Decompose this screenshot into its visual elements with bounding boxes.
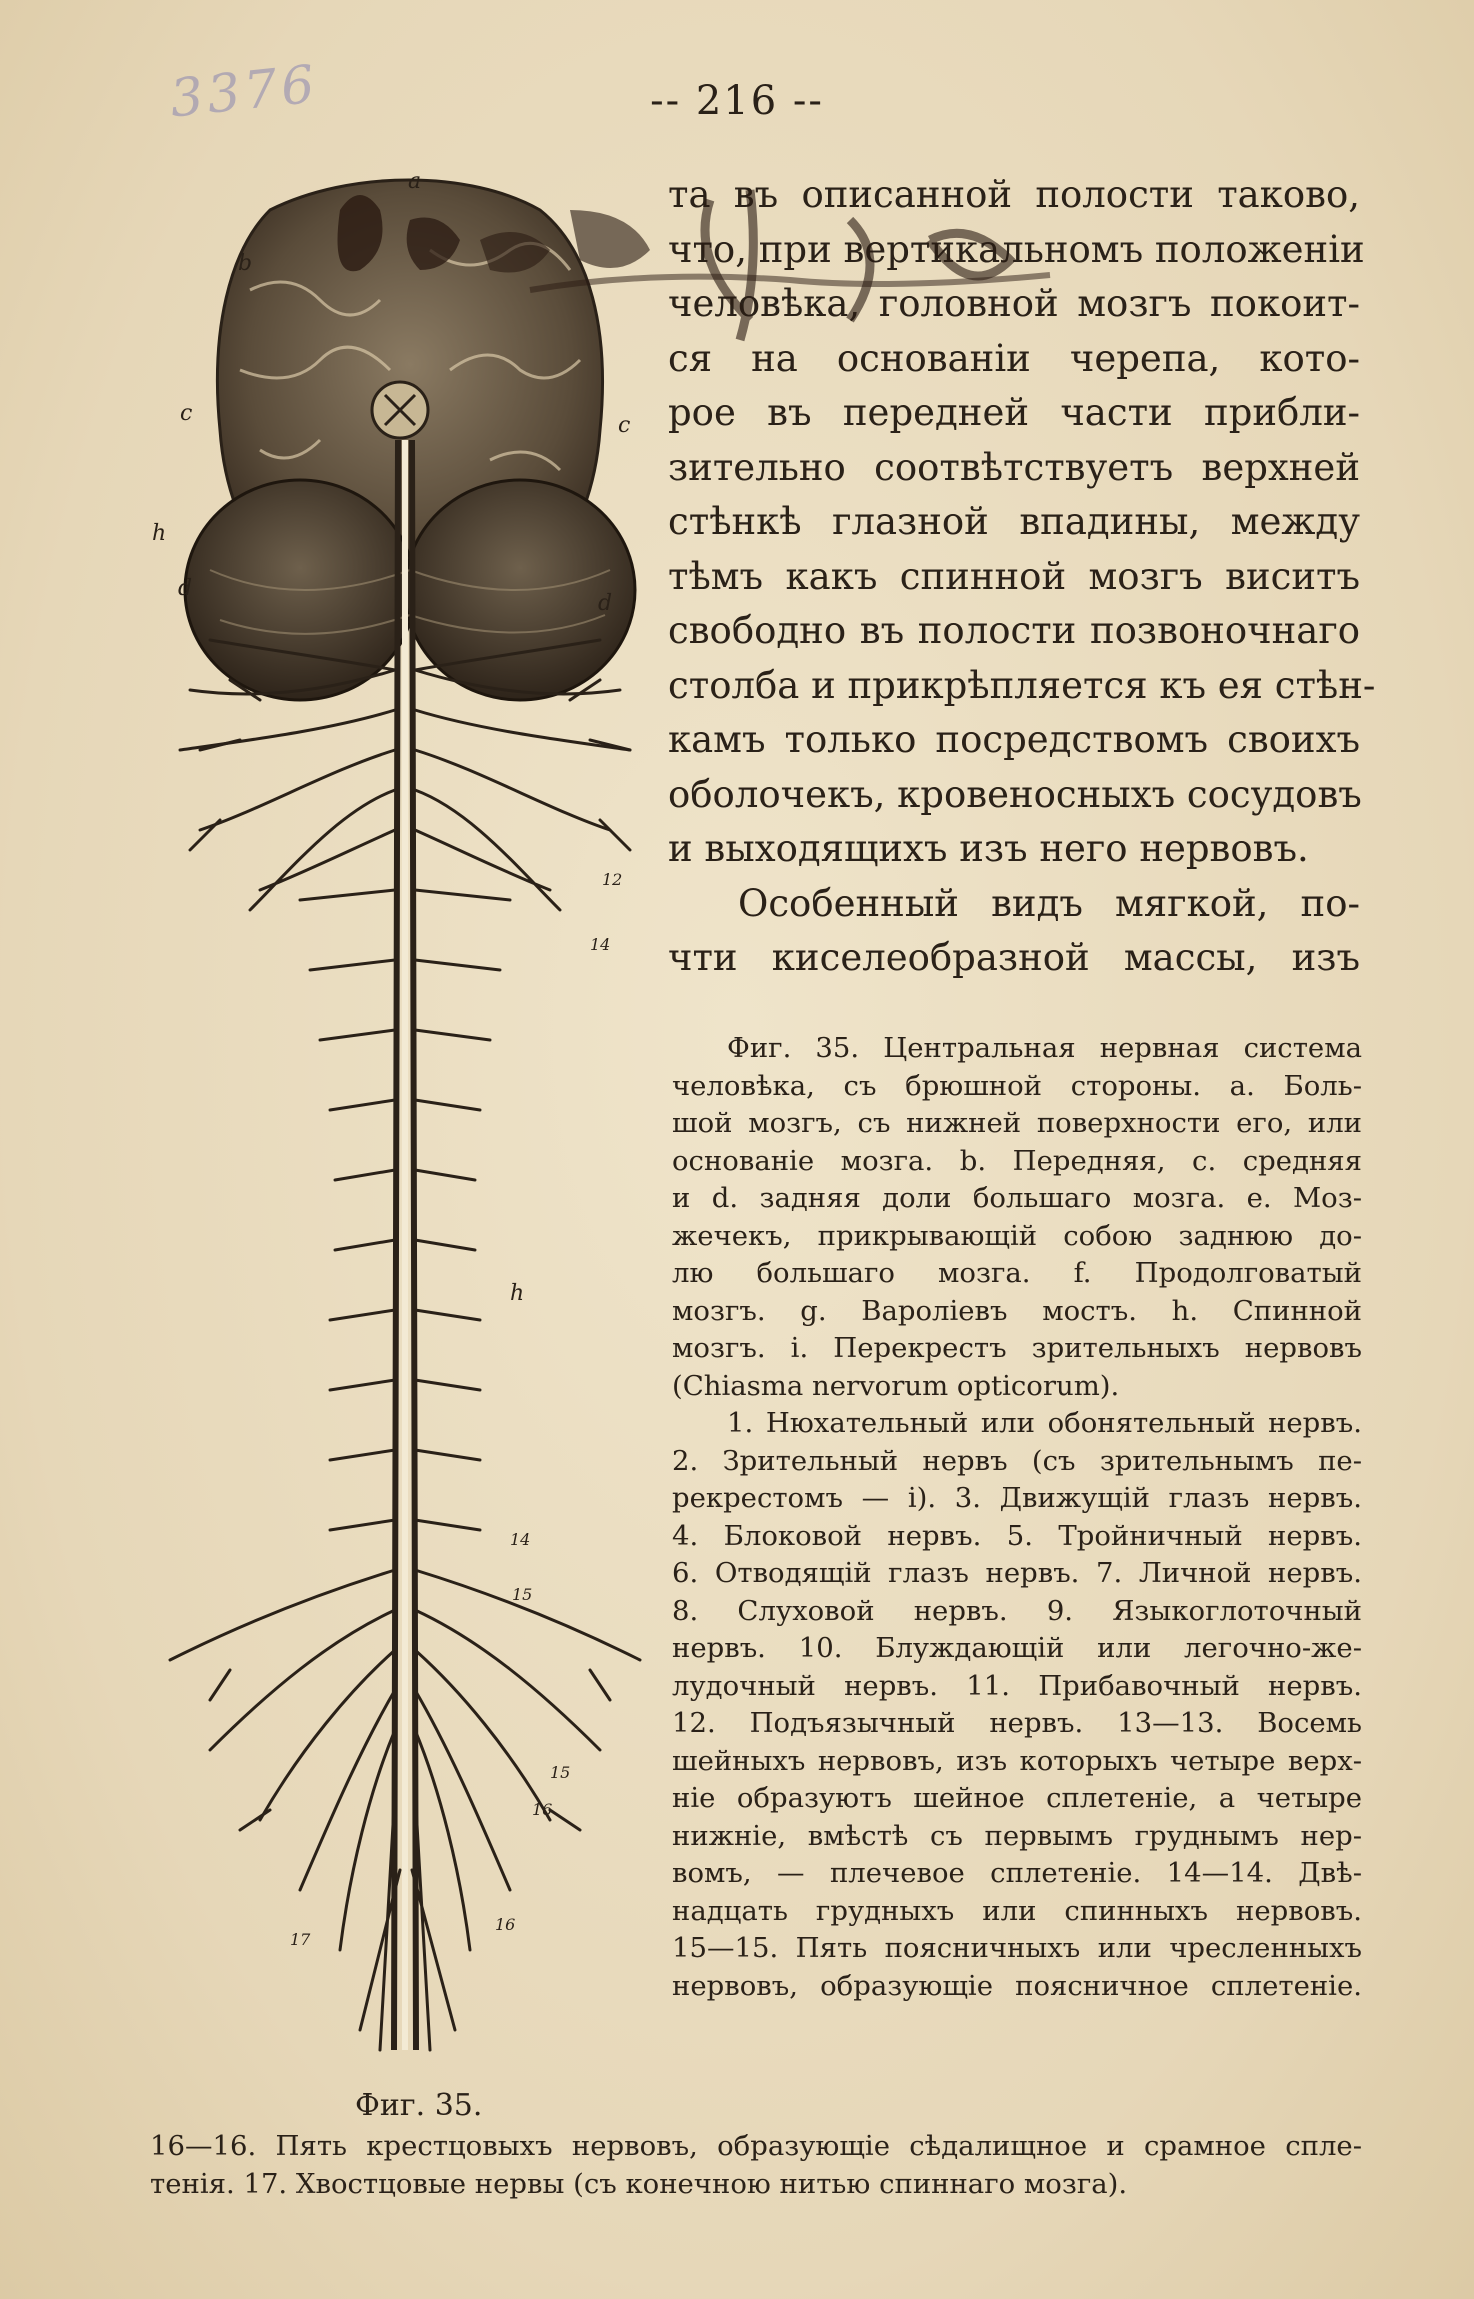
legend-line: 8. Слуховой нервъ. 9. Языкоглоточный <box>672 1594 1362 1627</box>
label-c-right: c <box>618 413 631 438</box>
label-15-top: 15 <box>512 1585 533 1604</box>
legend-line: нервъ. 10. Блуждающій или легочно-же- <box>672 1632 1362 1664</box>
label-17: 17 <box>290 1930 311 1949</box>
figure-caption: Фиг. 35. <box>355 2088 483 2123</box>
body-line: та въ описанной полости таково, <box>668 173 1360 216</box>
legend-line: мозгъ. i. Перекрестъ зрительныхъ нервовъ <box>672 1332 1362 1364</box>
legend-line: ніе образуютъ шейное сплетеніе, а четыре <box>672 1782 1362 1814</box>
label-a: a <box>408 170 422 194</box>
label-h-mid: h <box>510 1281 525 1306</box>
legend-line: 1. Нюхательный или обонятельный нервъ. <box>727 1407 1362 1439</box>
body-line: стѣнкѣ глазной впадины, между <box>668 500 1360 543</box>
legend-line: 15—15. Пять поясничныхъ или чресленныхъ <box>672 1932 1362 1964</box>
label-c-left: c <box>180 401 193 426</box>
legend-line: Фиг. 35. Центральная нервная система <box>727 1032 1362 1064</box>
legend-line: шой мозгъ, съ нижней поверхности его, или <box>672 1107 1362 1139</box>
legend-line: шейныхъ нервовъ, изъ которыхъ четыре верх- <box>672 1744 1362 1777</box>
label-14-mid: 14 <box>510 1530 531 1549</box>
label-16-low: 16 <box>495 1915 516 1934</box>
body-line: рое въ передней части прибли- <box>668 391 1360 434</box>
library-stamp: 3376 <box>167 54 322 130</box>
label-h-top: h <box>152 521 167 546</box>
body-text <box>668 168 1376 986</box>
legend-line: человѣка, съ брюшной стороны. a. Боль- <box>672 1069 1362 1102</box>
label-15-low: 15 <box>550 1763 571 1782</box>
label-16-right: 16 <box>532 1800 553 1819</box>
body-line: и выходящихъ изъ него нервовъ. <box>668 827 1309 870</box>
body-line: зительно соотвѣтствуетъ верхней <box>668 445 1360 489</box>
legend-line: 12. Подъязычный нервъ. 13—13. Восемь <box>672 1707 1362 1739</box>
legend-line: лю большаго мозга. f. Продолговатый <box>672 1257 1362 1289</box>
nervous-system-figure <box>150 170 670 2070</box>
legend-line: 4. Блоковой нервъ. 5. Тройничный нервъ. <box>672 1519 1362 1552</box>
legend-line: (Chiasma nervorum opticorum). <box>672 1369 1120 1402</box>
label-b: b <box>238 251 253 276</box>
legend-line: 2. Зрительный нервъ (съ зрительнымъ пе- <box>672 1444 1362 1477</box>
legend-line: и d. задняя доли большаго мозга. e. Моз- <box>672 1182 1362 1214</box>
legend-line: рекрестомъ — i). 3. Движущій глазъ нервъ. <box>672 1482 1362 1514</box>
body-line: человѣка, головной мозгъ покоит- <box>668 282 1360 325</box>
body-line: оболочекъ, кровеносныхъ сосудовъ <box>668 772 1362 816</box>
nervous-system-illustration <box>150 170 670 2070</box>
legend-line: вомъ, — плечевое сплетеніе. 14—14. Двѣ- <box>672 1857 1362 1889</box>
legend-line: нижніе, вмѣстѣ съ первымъ груднымъ нер- <box>672 1819 1362 1852</box>
legend-line: 6. Отводящій глазъ нервъ. 7. Личной нервъ. <box>672 1557 1362 1589</box>
legend-line: тенія. 17. Хвостцовые нервы (съ конечною нитью спиннаго мозга). <box>150 2167 1128 2200</box>
label-14-top: 14 <box>590 935 611 954</box>
body-line: тѣмъ какъ спинной мозгъ виситъ <box>668 554 1360 598</box>
page-number: -- 216 -- <box>650 78 824 124</box>
legend-line: жечекъ, прикрывающій собою заднюю до- <box>672 1219 1362 1252</box>
body-line: что, при вертикальномъ положеніи <box>668 227 1365 271</box>
legend-line: основаніе мозга. b. Передняя, c. средняя <box>672 1144 1362 1177</box>
label-d-right: d <box>598 591 613 616</box>
legend-line: нервовъ, образующіе поясничное сплетеніе. <box>672 1969 1362 2002</box>
legend-line: мозгъ. g. Вароліевъ мостъ. h. Спинной <box>672 1294 1362 1327</box>
label-d-left: d <box>178 576 193 601</box>
label-12: 12 <box>602 870 623 889</box>
body-line: ся на основаніи черепа, кото- <box>668 336 1360 380</box>
body-line: Особенный видъ мягкой, по- <box>738 881 1360 925</box>
legend-line: 16—16. Пять крестцовыхъ нервовъ, образующіе сѣдалищное и срамное спле- <box>150 2130 1362 2162</box>
body-line: камъ только посредствомъ своихъ <box>668 718 1360 761</box>
body-line: свободно въ полости позвоночнаго <box>668 609 1360 652</box>
legend-line: лудочный нервъ. 11. Прибавочный нервъ. <box>672 1669 1362 1702</box>
legend-line: надцать грудныхъ или спинныхъ нервовъ. <box>672 1894 1362 1927</box>
figure-legend <box>672 1030 1362 2005</box>
body-line: столба и прикрѣпляется къ ея стѣн- <box>668 663 1376 707</box>
body-line: чти киселеобразной массы, изъ <box>668 936 1360 979</box>
legend-continuation <box>150 2128 1362 2203</box>
